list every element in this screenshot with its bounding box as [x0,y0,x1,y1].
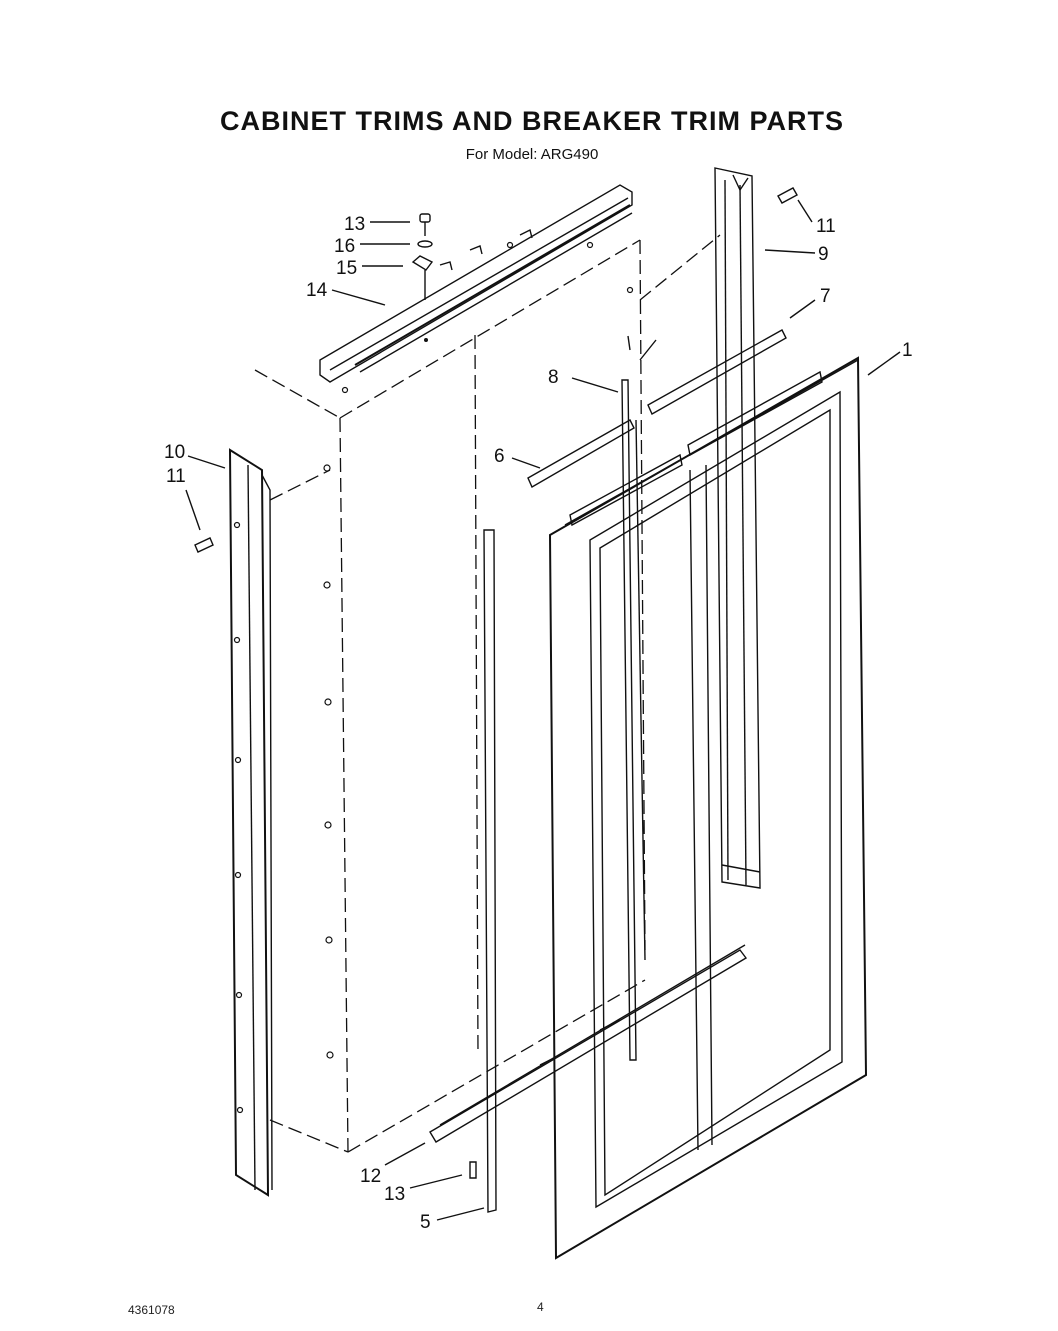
screw-bottom [470,1162,476,1178]
heater-wire-part-8 [622,336,656,1060]
callout-11-left: 11 [166,466,186,487]
left-trim-part-10 [230,450,272,1195]
page-number: 4 [537,1300,544,1314]
callout-9: 9 [818,244,829,265]
callout-numbers [164,214,913,1233]
callout-8: 8 [548,367,559,388]
callout-1: 1 [902,340,913,361]
callout-11-right: 11 [816,216,836,237]
top-trim-part-14 [320,185,632,382]
callout-13-bottom: 13 [384,1184,406,1205]
page-title: CABINET TRIMS AND BREAKER TRIM PARTS [220,106,844,136]
callout-7: 7 [820,286,831,307]
callout-6: 6 [494,446,505,467]
document-number: 4361078 [128,1303,175,1317]
leader-lines [186,200,900,1220]
callout-5: 5 [420,1212,431,1233]
callout-10: 10 [164,442,186,463]
screw-left [195,538,213,552]
frame-part-1 [550,358,866,1258]
right-trim-part-9 [715,168,760,888]
callout-16: 16 [334,236,356,257]
model-subtitle: For Model: ARG490 [465,146,599,163]
callout-12: 12 [360,1166,382,1187]
screw-right [778,188,797,203]
breaker-trim-part-6 [528,420,634,487]
callout-15: 15 [336,258,358,279]
callout-13-top: 13 [344,214,366,235]
callout-14: 14 [306,280,328,301]
